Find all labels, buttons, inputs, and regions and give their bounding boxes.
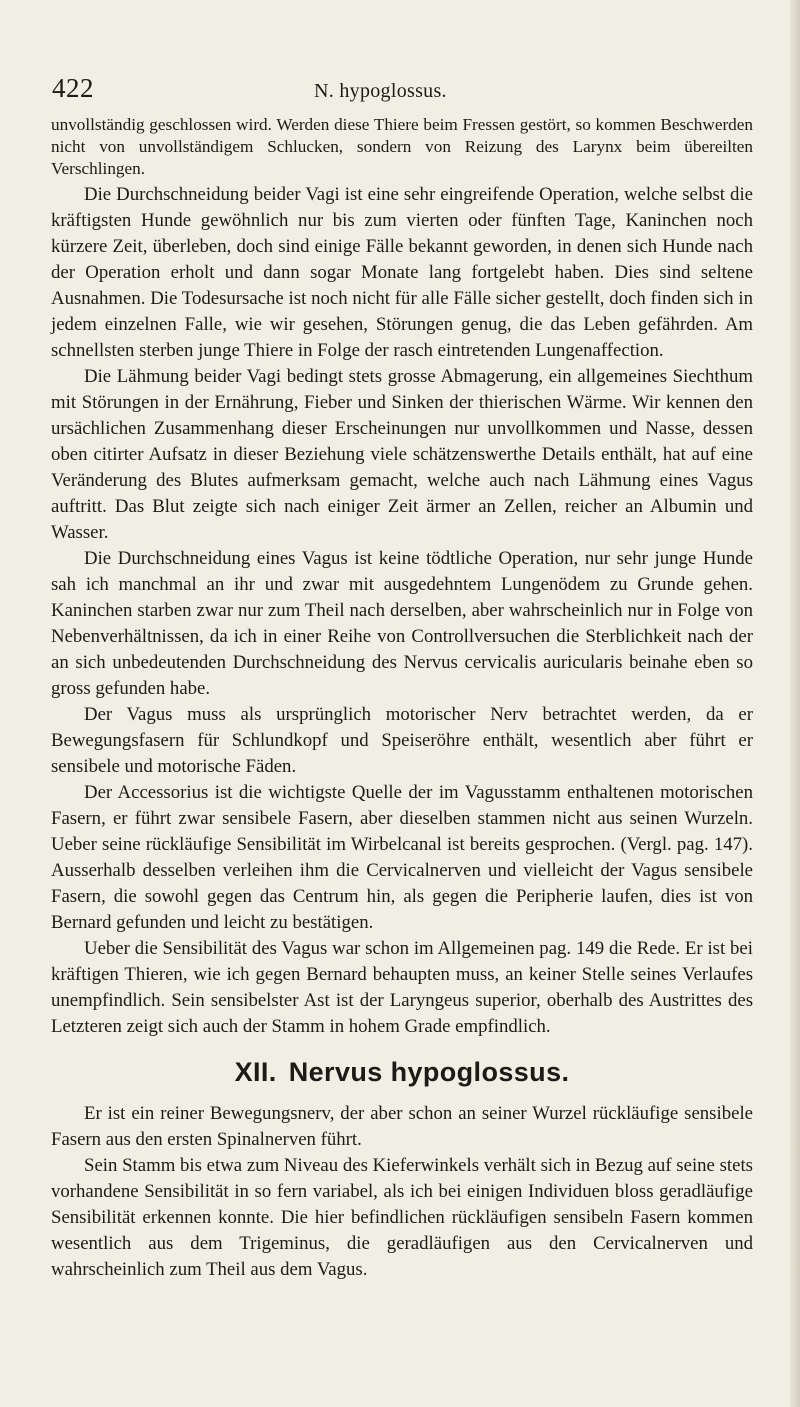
running-title: N. hypoglossus. bbox=[314, 80, 447, 102]
section-heading bbox=[51, 1055, 753, 1089]
paragraph-stamm: Sein Stamm bis etwa zum Niveau des Kieferwinkels verhält sich in Bezug auf seine stets vorhandene Sensibilität in so fern variabel, als ich bei einigen Individuen bloss geradläufige Sensibilität erkennen konnte. Die hier befindlichen rückläufigen sensibeln Fasern kommen wesentlich aus dem Trigeminus, die geradläufigen aus den Cervicalnerven und wahrscheinlich zum Theil aus dem Vagus. bbox=[51, 1155, 753, 1280]
page-body bbox=[51, 114, 753, 1283]
paragraph-einseitige-durchschneidung: Die Durchschneidung eines Vagus ist keine tödtliche Operation, nur sehr junge Hunde sah ich manchmal an ihr und zwar mit ausgedehntem Lungenödem zu Grunde gehen. Kaninchen starben zwar nur zum Theil nach derselben, aber wahrscheinlich nur in Folge von Nebenverhältnissen, da ich in einer Reihe von Controllversuchen die Sterblichkeit nach der an sich unbedeutenden Durchschneidung des Nervus cervicalis auricularis beinahe eben so gross gefunden habe. bbox=[51, 548, 753, 699]
page-number: 422 bbox=[52, 73, 94, 103]
paragraph-accessorius: Der Accessorius ist die wichtigste Quelle der im Vagusstamm enthaltenen motorischen Fasern, er führt zwar sensibele Fasern, aber dieselben stammen nicht aus seinen Wurzeln. Ueber seine rückläufige Sensibilität im Wirbelcanal ist bereits gesprochen. (Vergl. pag. 147). Ausserhalb desselben verleihen ihm die Cervicalnerven und vielleicht der Vagus sensibele Fasern, die sowohl gegen das Centrum hin, als gegen die Peripherie laufen, dies ist von Bernard gefunden und leicht zu bestätigen. bbox=[51, 782, 753, 933]
paragraph-sensibilitaet: Ueber die Sensibilität des Vagus war schon im Allgemeinen pag. 149 die Rede. Er ist bei kräftigen Thieren, wie ich gegen Bernard behaupten muss, an keiner Stelle seines Verlaufes unempfindlich. Sein sensibelster Ast ist der Laryngeus superior, oberhalb des Austrittes des Letzteren zeigt sich auch der Stamm in hohem Grade empfindlich. bbox=[51, 938, 753, 1037]
paragraph-laehmung: Die Lähmung beider Vagi bedingt stets grosse Abmagerung, ein allgemeines Siechthum mit Störungen in der Ernährung, Fieber und Sinken der thierischen Wärme. Wir kennen den ursächlichen Zusammenhang dieser Erscheinungen nur unvollkommen und Nasse, dessen oben citirter Aufsatz in dieser Beziehung viele schätzenswerthe Details enthält, hat auf eine Veränderung des Blutes aufmerksam gemacht, welche auch nach Lähmung eines Vagus auftritt. Das Blut zeigte sich nach einiger Zeit ärmer an Zellen, reicher an Albumin und Wasser. bbox=[51, 366, 753, 543]
page-header bbox=[52, 72, 752, 108]
section-title: Nervus hypoglossus. bbox=[288, 1057, 570, 1087]
section-number: XII. bbox=[234, 1057, 277, 1087]
paragraph-bewegungsnerv: Er ist ein reiner Bewegungsnerv, der aber schon an seiner Wurzel rückläufige sensibele Fasern aus den ersten Spinalnerven führt. bbox=[51, 1103, 753, 1150]
intro-fragment: unvollständig geschlossen wird. Werden diese Thiere beim Fressen gestört, so kommen Beschwerden nicht von unvollständigem Schlucken, sondern von Reizung des Larynx beim übereilten Verschlingen. bbox=[51, 115, 753, 178]
paragraph-motorischer-nerv: Der Vagus muss als ursprünglich motorischer Nerv betrachtet werden, da er Bewegungsfasern für Schlundkopf und Speiseröhre enthält, wesentlich aber führt er sensibele und motorische Fäden. bbox=[51, 704, 753, 777]
page-edge-shadow bbox=[790, 0, 800, 1407]
paragraph-vagi-durchschneidung: Die Durchschneidung beider Vagi ist eine sehr eingreifende Operation, welche selbst die kräftigsten Hunde gewöhnlich nur bis zum vierten oder fünften Tage, Kaninchen noch kürzere Zeit, überleben, doch sind einige Fälle bekannt geworden, in denen sich Hunde nach der Operation erholt und dann sogar Monate lang fortgelebt haben. Dies sind seltene Ausnahmen. Die Todesursache ist noch nicht für alle Fälle sicher gestellt, doch finden sich in jedem einzelnen Falle, wie wir gesehen, Störungen genug, die das Leben gefährden. Am schnellsten sterben junge Thiere in Folge der rasch eintretenden Lungenaffection. bbox=[51, 184, 753, 361]
